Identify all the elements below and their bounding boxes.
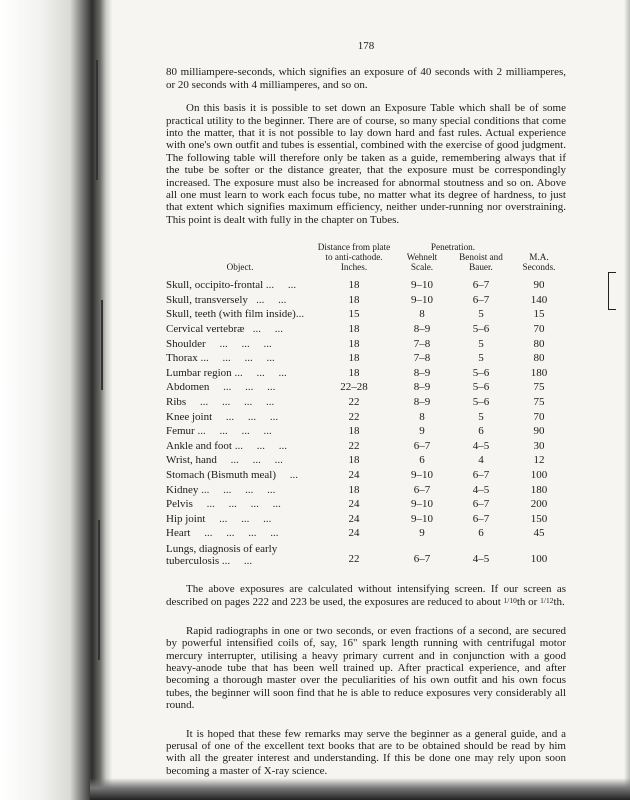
table-row — [166, 497, 566, 512]
cell-distance: 18 — [348, 337, 360, 350]
header-benoist — [450, 252, 512, 278]
cell-benoist: 6–7 — [472, 512, 490, 525]
table-row — [166, 351, 566, 366]
cell-object — [166, 526, 314, 541]
page-content — [166, 40, 566, 777]
cell-object-label: Knee joint — [166, 410, 213, 423]
cell-ma: 180 — [530, 366, 548, 379]
cell-wehnelt: 8–9 — [413, 396, 431, 409]
cell-distance: 18 — [348, 366, 360, 379]
cell-ma: 100 — [530, 469, 548, 481]
table-row — [166, 307, 566, 322]
cell-object — [166, 322, 314, 337]
cell-distance: 22 — [348, 396, 360, 409]
cell-ma: 140 — [530, 293, 548, 306]
header-benoist-line1: Benoist and — [459, 252, 503, 263]
paragraph-intensifying-screen — [166, 583, 566, 609]
cell-distance: 18 — [348, 454, 360, 467]
cell-distance: 22 — [348, 410, 360, 423]
table-row — [166, 322, 566, 337]
cell-wehnelt: 6–7 — [413, 553, 431, 566]
cell-benoist: 5–6 — [472, 381, 490, 394]
cell-ma: 15 — [533, 308, 545, 321]
table-row — [166, 424, 566, 439]
gutter-speck — [98, 520, 100, 660]
header-penetration-label: Penetration. — [430, 242, 476, 253]
cell-distance: 18 — [348, 483, 360, 496]
page-right-edge — [624, 0, 630, 800]
cell-distance: 22 — [348, 553, 360, 566]
leader-dots: ... — [275, 469, 298, 481]
page-bottom-edge — [90, 778, 630, 800]
cell-benoist: 6 — [478, 527, 484, 540]
cell-object-label: Skull, transversely — [166, 293, 248, 306]
cell-object-label: Ankle and foot — [166, 439, 232, 452]
leader-dots: ... ... ... — [209, 381, 276, 394]
cell-object-label: Hip joint — [166, 512, 206, 525]
header-penetration — [394, 242, 512, 252]
header-wehnelt — [394, 252, 450, 278]
fraction-one-twelfth: 1/12 — [540, 596, 554, 606]
table-row — [166, 526, 566, 541]
cell-object — [166, 337, 314, 352]
cell-object-label: Skull, teeth (with film inside) — [166, 308, 296, 321]
table-row — [166, 278, 566, 293]
cell-distance: 18 — [348, 293, 360, 306]
leader-dots: ... ... ... — [231, 439, 287, 452]
header-distance-line1: Distance from plate — [317, 242, 391, 253]
exposure-table-last-row-group — [166, 541, 566, 567]
cell-object-label: Abdomen — [166, 381, 210, 394]
header-benoist-line2: Bauer. — [469, 262, 493, 273]
cell-ma: 30 — [533, 439, 545, 452]
cell-wehnelt: 7–8 — [413, 352, 431, 365]
leader-dots: ... ... — [247, 293, 287, 306]
cell-object-label: Pelvis — [166, 498, 193, 511]
table-row — [166, 293, 566, 308]
cell-wehnelt: 9–10 — [411, 293, 433, 306]
paragraph-continuation: 80 milliampere-seconds, which signifies an exposure of 40 seconds with 2 milliamperes, or 20 seconds with 4 milliamperes, and so on. — [166, 66, 566, 91]
cell-benoist: 4–5 — [472, 553, 490, 566]
cell-wehnelt: 7–8 — [413, 337, 431, 350]
leader-dots: ... — [295, 308, 305, 321]
cell-benoist: 6 — [478, 425, 484, 438]
cell-benoist: 6–7 — [472, 293, 490, 306]
cell-benoist: 6–7 — [472, 279, 490, 292]
exposure-table — [166, 242, 566, 567]
cell-ma: 150 — [530, 512, 548, 525]
page-number: 178 — [357, 40, 375, 52]
cell-wehnelt: 6–7 — [413, 439, 431, 452]
leader-dots: ... ... ... — [205, 512, 272, 525]
screen-text-end: th. — [553, 596, 565, 609]
table-row — [166, 366, 566, 381]
leader-dots: ... ... ... ... — [190, 527, 279, 540]
cell-ma: 75 — [533, 381, 545, 394]
cell-wehnelt: 8–9 — [413, 381, 431, 394]
cell-distance: 24 — [348, 512, 360, 525]
cell-wehnelt: 9–10 — [411, 279, 433, 292]
header-distance — [314, 242, 394, 278]
cell-benoist: 5 — [478, 352, 484, 365]
cell-object — [166, 307, 314, 322]
table-row — [166, 541, 566, 567]
cell-wehnelt: 8 — [419, 308, 425, 321]
cell-distance: 24 — [348, 527, 360, 540]
cell-wehnelt: 6–7 — [413, 483, 431, 496]
cell-object-label: Shoulder — [166, 337, 206, 350]
cell-ma: 12 — [533, 454, 545, 467]
cell-wehnelt: 8 — [419, 410, 425, 423]
leader-dots: ... ... ... ... — [194, 425, 272, 438]
cell-ma: 100 — [530, 553, 548, 566]
cell-distance: 22–28 — [340, 381, 368, 394]
table-row — [166, 410, 566, 425]
table-row — [166, 395, 566, 410]
cell-distance: 18 — [348, 352, 360, 365]
cell-benoist: 4–5 — [472, 439, 490, 452]
cell-benoist: 4 — [478, 454, 484, 467]
header-distance-line3: Inches. — [340, 262, 368, 273]
cell-ma: 70 — [533, 323, 545, 336]
paragraph-exposure-table-intro: On this basis it is possible to set down an Exposure Table which shall be of some practical utility to the beginner. There are of course, so many special conditions that come into the matter, that it is not possible to lay down hard and fast rules. Actual experience with one's own outfit and tubes is essential, combined with the exercise of good judgment. The following table will therefore only be taken as a guide, remembering always that if the tube be softer or the distance greater, that the exposure must be correspondingly increased. The exposure must also be increased for abnormal stoutness and so on. Above all one must learn to work each focus tube, no matter what its degree of hardness, to just that extent which signifies maximum efficiency, neither under-running nor overstraining. This point is dealt with fully in the chapter on Tubes. — [166, 102, 566, 226]
cell-object — [166, 366, 314, 381]
cell-ma: 90 — [533, 425, 545, 438]
cell-benoist: 5–6 — [472, 366, 490, 379]
leader-dots: ... ... ... ... — [198, 483, 276, 496]
cell-benoist: 6–7 — [472, 498, 490, 511]
cell-benoist: 5 — [478, 308, 484, 321]
cell-ma: 200 — [530, 498, 548, 511]
cell-benoist: 6–7 — [472, 469, 490, 481]
cell-object-label: Skull, occipito-frontal — [166, 279, 264, 292]
cell-object-line2: tuberculosis — [166, 554, 220, 567]
cell-object-label: Lumbar region — [166, 366, 232, 379]
fraction-one-tenth: 1/10 — [503, 596, 517, 606]
leader-dots: ... ... — [219, 554, 253, 567]
cell-object — [166, 453, 314, 468]
paragraph-closing-remarks: It is hoped that these few remarks may serve the beginner as a general guide, and a perusal of one of the excellent text books that are to be obtained should be read by him with all the greater interest and understanding. If this be done one may rely upon soon becoming a master of X-ray science. — [166, 727, 566, 777]
margin-bracket-mark — [608, 272, 616, 310]
cell-object-label: Heart — [166, 527, 191, 540]
cell-ma: 180 — [530, 483, 548, 496]
gutter-speck — [101, 300, 103, 390]
screen-text-mid: th or — [516, 596, 541, 609]
cell-distance: 15 — [348, 308, 360, 321]
cell-benoist: 4–5 — [472, 483, 490, 496]
cell-object-label: Cervical vertebræ — [166, 323, 245, 336]
cell-wehnelt: 9 — [419, 425, 425, 438]
cell-object — [166, 483, 314, 498]
table-row — [166, 468, 566, 483]
cell-object — [166, 380, 314, 395]
leader-dots: ... ... ... — [216, 454, 283, 467]
cell-distance: 18 — [348, 279, 360, 292]
cell-object — [166, 541, 314, 567]
leader-dots: ... ... ... ... — [186, 396, 275, 409]
cell-wehnelt: 9–10 — [411, 512, 433, 525]
cell-object-line1: Lungs, diagnosis of early — [166, 542, 278, 555]
cell-object — [166, 439, 314, 454]
exposure-table-body — [166, 278, 566, 541]
cell-benoist: 5–6 — [472, 323, 490, 336]
cell-distance: 24 — [348, 498, 360, 511]
cell-object-label: Ribs — [166, 396, 187, 409]
table-row — [166, 483, 566, 498]
cell-object-label: Stomach (Bismuth meal) — [166, 469, 276, 481]
cell-object — [166, 468, 314, 483]
cell-ma: 45 — [533, 527, 545, 540]
header-distance-line2: to anti-cathode. — [325, 252, 383, 263]
cell-object — [166, 395, 314, 410]
cell-wehnelt: 9–10 — [411, 469, 433, 481]
cell-object — [166, 512, 314, 527]
header-wehnelt-line2: Scale. — [410, 262, 434, 273]
cell-distance: 18 — [348, 425, 360, 438]
leader-dots: ... ... ... ... — [192, 498, 281, 511]
table-row — [166, 453, 566, 468]
cell-wehnelt: 8–9 — [413, 366, 431, 379]
cell-object — [166, 293, 314, 308]
paragraph-rapid-radiographs: Rapid radiographs in one or two seconds, or even fractions of a second, are secured by powerful intensified coils of, say, 16" spark length running with centrifugal motor mercury interrupter, utilising a heavy primary current and in conjunction with a good heavy-anode tube that has been well trained up. After practical experience, and after becoming a thorough master over the peculiarities of his own outfit and his own focus tubes, the beginner will soon find that he is able to reduce exposures very considerably all round. — [166, 624, 566, 712]
cell-object-label: Kidney — [166, 483, 199, 496]
cell-distance: 24 — [348, 469, 360, 481]
gutter-speck — [96, 60, 98, 180]
leader-dots: ... ... — [244, 323, 283, 336]
leader-dots: ... ... ... — [205, 337, 272, 350]
cell-ma: 75 — [533, 396, 545, 409]
cell-wehnelt: 9–10 — [411, 498, 433, 511]
cell-ma: 80 — [533, 352, 545, 365]
cell-benoist: 5–6 — [472, 396, 490, 409]
table-row — [166, 380, 566, 395]
cell-object-label: Thorax — [166, 352, 198, 365]
cell-benoist: 5 — [478, 337, 484, 350]
cell-object — [166, 410, 314, 425]
leader-dots: ... ... ... — [231, 366, 287, 379]
cell-object-label: Femur — [166, 425, 195, 438]
header-wehnelt-line1: Wehnelt — [406, 252, 438, 263]
leader-dots: ... ... ... — [212, 410, 279, 423]
cell-benoist: 5 — [478, 410, 484, 423]
header-ma-line2: Seconds. — [522, 262, 556, 273]
cell-object — [166, 497, 314, 512]
table-row — [166, 439, 566, 454]
cell-object — [166, 424, 314, 439]
cell-ma: 90 — [533, 279, 545, 292]
header-ma-line1: M.A. — [529, 252, 549, 263]
cell-wehnelt: 6 — [419, 454, 425, 467]
cell-object — [166, 278, 314, 293]
leader-dots: ... ... — [263, 279, 297, 292]
leader-dots: ... ... ... ... — [197, 352, 275, 365]
cell-ma: 70 — [533, 410, 545, 423]
cell-object-label: Wrist, hand — [166, 454, 217, 467]
cell-wehnelt: 9 — [419, 527, 425, 540]
cell-distance: 18 — [348, 323, 360, 336]
cell-object — [166, 351, 314, 366]
header-ma — [512, 242, 566, 278]
table-row — [166, 337, 566, 352]
header-object: Object. — [226, 262, 254, 273]
cell-ma: 80 — [533, 337, 545, 350]
screen-text-start: The above exposures are calculated without intensifying screen. If our screen as described on pages 222 and 223 be used, the exposures are reduced to about — [166, 582, 566, 609]
cell-distance: 22 — [348, 439, 360, 452]
table-row — [166, 512, 566, 527]
cell-wehnelt: 8–9 — [413, 323, 431, 336]
